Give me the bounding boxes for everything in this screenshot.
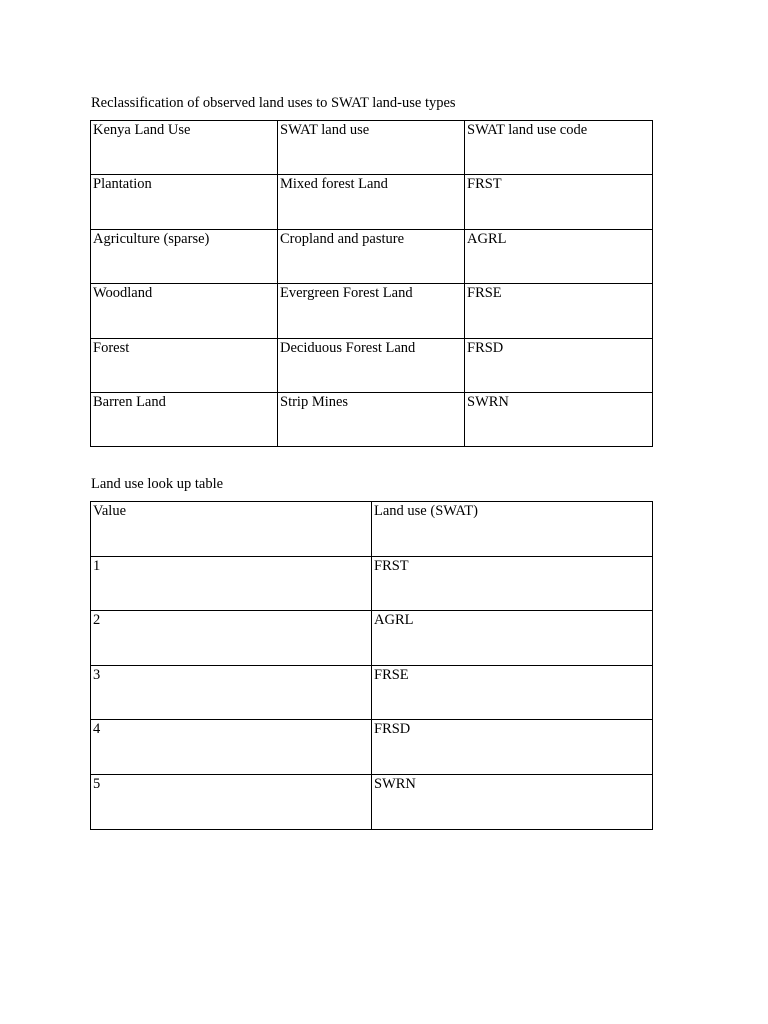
table-cell: Strip Mines — [278, 392, 465, 446]
table-cell: SWRN — [372, 774, 653, 829]
table-cell: Agriculture (sparse) — [91, 229, 278, 283]
reclassification-table-caption: Reclassification of observed land uses to SWAT land-use types — [91, 95, 456, 111]
table-cell: Plantation — [91, 175, 278, 229]
table-cell: FRST — [465, 175, 653, 229]
table-cell: AGRL — [372, 611, 653, 666]
table-cell: FRSE — [465, 284, 653, 338]
table-cell: 1 — [91, 556, 372, 611]
lookup-table — [90, 501, 653, 830]
table-cell: Cropland and pasture — [278, 229, 465, 283]
table-row — [91, 720, 653, 775]
table-cell: Forest — [91, 338, 278, 392]
header-cell-swat-land-use-code: SWAT land use code — [465, 121, 653, 175]
header-cell-land-use-swat: Land use (SWAT) — [372, 502, 653, 557]
table-row — [91, 175, 653, 229]
table-header-row — [91, 121, 653, 175]
table-cell: AGRL — [465, 229, 653, 283]
table-cell: Deciduous Forest Land — [278, 338, 465, 392]
table-row — [91, 338, 653, 392]
table-cell: 4 — [91, 720, 372, 775]
table-row — [91, 556, 653, 611]
table-cell: 2 — [91, 611, 372, 666]
header-cell-value: Value — [91, 502, 372, 557]
table-header-row — [91, 502, 653, 557]
table-cell: Barren Land — [91, 392, 278, 446]
table-cell: Evergreen Forest Land — [278, 284, 465, 338]
table-row — [91, 665, 653, 720]
table-row — [91, 392, 653, 446]
table-cell: 5 — [91, 774, 372, 829]
header-cell-swat-land-use: SWAT land use — [278, 121, 465, 175]
table-row — [91, 611, 653, 666]
table-row — [91, 774, 653, 829]
table-cell: SWRN — [465, 392, 653, 446]
table-cell: FRSD — [465, 338, 653, 392]
table-cell: Mixed forest Land — [278, 175, 465, 229]
lookup-table-caption: Land use look up table — [91, 476, 224, 492]
header-cell-kenya-land-use: Kenya Land Use — [91, 121, 278, 175]
table-cell: Woodland — [91, 284, 278, 338]
table-row — [91, 284, 653, 338]
table-cell: 3 — [91, 665, 372, 720]
table-cell: FRST — [372, 556, 653, 611]
table-row — [91, 229, 653, 283]
reclassification-table — [90, 120, 653, 447]
table-cell: FRSE — [372, 665, 653, 720]
table-cell: FRSD — [372, 720, 653, 775]
